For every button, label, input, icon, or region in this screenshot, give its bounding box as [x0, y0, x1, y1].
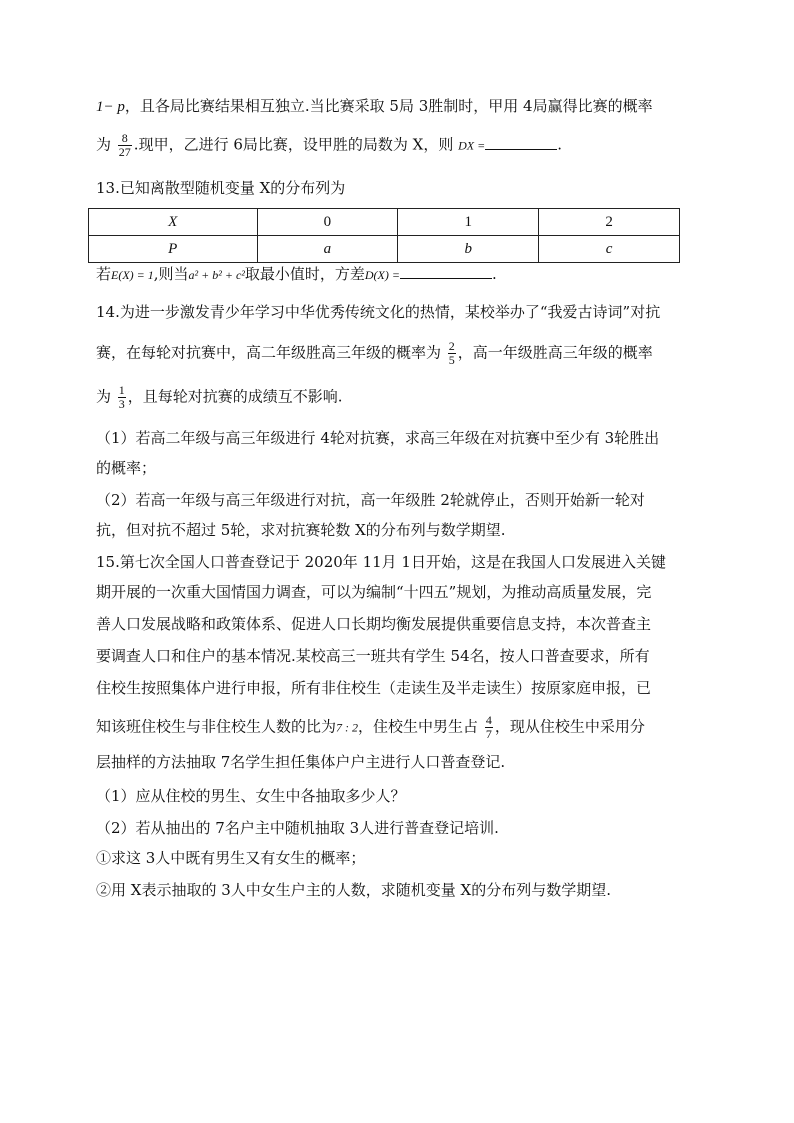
p14-line-2-text2: ，高一年级胜高三年级的概率: [457, 343, 653, 362]
p14-line-3-pre: 为: [96, 387, 112, 406]
table-row: [89, 209, 680, 236]
p15-line-3: 善人口发展战略和政策体系、促进人口长期均衡发展提供重要信息支持，本次普查主: [96, 615, 652, 633]
p13-text: 取最小值时，方差: [244, 265, 365, 283]
p15-ratio: 7 : 2: [336, 720, 359, 735]
table-cell: 1: [398, 209, 539, 236]
p14-frac-b-num: 1: [118, 383, 125, 397]
p15-line-7: 层抽样的方法抽取 7名学生担任集体户户主进行人口普查登记.: [96, 753, 506, 771]
p12-frac-den: 27: [118, 145, 131, 159]
p15-line-6-text: 知该班住校生与非住校生人数的比为: [96, 717, 337, 736]
p14-frac-a-num: 2: [448, 339, 455, 353]
p14-q1-line-1: （1）若高二年级与高三年级进行 4轮对抗赛，求高三年级在对抗赛中至少有 3轮胜出: [96, 429, 660, 447]
p14-line-3-text: ，且每轮对抗赛的成绩互不影响.: [127, 387, 343, 406]
p14-line-2-text: 赛，在每轮对抗赛中，高二年级胜高三年级的概率为: [96, 343, 442, 362]
p15-line-5: 住校生按照集体户进行申报，所有非住校生（走读生及半走读生）按原家庭申报，已: [96, 679, 652, 697]
p14-line-2: [96, 340, 653, 367]
p13-title: 13.已知离散型随机变量 X的分布列为: [96, 179, 346, 197]
table-cell: X: [89, 209, 258, 236]
p13-condition: E(X) = 1: [111, 268, 154, 282]
table-cell: b: [398, 236, 539, 263]
p14-frac-b-den: 3: [118, 397, 125, 411]
p12-line-1: [96, 96, 653, 117]
p12-line-2: [96, 132, 562, 159]
p15-frac-num: 4: [485, 713, 492, 727]
p13-question: [96, 264, 497, 285]
p13-variance: D(X) =: [364, 268, 400, 282]
table-cell: 2: [539, 209, 680, 236]
p15-line-2: 期开展的一次重大国情国力调查，可以为编制“十四五”规划，为推动高质量发展，完: [96, 583, 652, 601]
p15-q2b: ②用 X表示抽取的 3人中女生户主的人数，求随机变量 X的分布列与数学期望.: [96, 881, 611, 899]
p14-q2-line-1: （2）若高一年级与高三年级进行对抗，高一年级胜 2轮就停止，否则开始新一轮对: [96, 491, 645, 509]
p15-frac-den: 7: [485, 727, 492, 741]
p12-answer-blank: [485, 135, 557, 150]
p14-line-1: 14.为进一步激发青少年学习中华优秀传统文化的热情，某校举办了“我爱古诗词”对抗: [96, 303, 661, 321]
p12-line-2-text: .现甲，乙进行 6局比赛，设甲胜的局数为 X，则: [133, 135, 454, 154]
distribution-table: [88, 208, 680, 263]
p12-frac-num: 8: [118, 132, 132, 146]
p15-line-6: [96, 714, 645, 741]
p12-fraction: [118, 132, 132, 159]
p14-fraction-b: [118, 384, 126, 411]
p12-line-2-end: .: [557, 135, 562, 154]
table-cell: P: [89, 236, 258, 263]
p14-q2-line-2: 抗，但对抗不超过 5轮，求对抗赛轮数 X的分布列与数学期望.: [96, 521, 506, 539]
p15-q2a: ①求这 3人中既有男生又有女生的概率；: [96, 849, 366, 867]
p14-q1-line-2: 的概率；: [96, 459, 157, 477]
p13-sum-squares: a² + b² + c²: [188, 268, 245, 282]
p14-line-3: [96, 384, 343, 411]
p15-line-6-text3: ，现从住校生中采用分: [494, 717, 645, 736]
table-cell: c: [539, 236, 680, 263]
p15-line-4: 要调查人口和住户的基本情况.某校高三一班共有学生 54名，按人口普查要求，所有: [96, 647, 650, 665]
p15-q2: （2）若从抽出的 7名户主中随机抽取 3人进行普查登记培训.: [96, 819, 499, 837]
p15-q1: （1）应从住校的男生、女生中各抽取多少人？: [96, 787, 406, 805]
p15-line-1: 15.第七次全国人口普查登记于 2020年 11月 1日开始，这是在我国人口发展进入关键: [96, 553, 666, 571]
p14-fraction-a: [448, 340, 456, 367]
p12-prob-expr: 1− p: [96, 99, 125, 115]
p13-mid: ,则当: [153, 265, 189, 283]
table-cell: a: [257, 236, 398, 263]
p13-pre: 若: [96, 265, 112, 283]
table-row: [89, 236, 680, 263]
p15-line-6-text2: ，住校生中男生占: [358, 717, 479, 736]
p12-line-2-pre: 为: [96, 135, 112, 154]
p12-variance-expr: DX =: [458, 138, 486, 153]
p12-line-1-text: ，且各局比赛结果相互独立.当比赛采取 5局 3胜制时，甲用 4局赢得比赛的概率: [124, 97, 653, 115]
p13-answer-blank: [400, 264, 492, 279]
table-cell: 0: [257, 209, 398, 236]
p14-frac-a-den: 5: [448, 353, 455, 367]
p13-end: .: [491, 265, 497, 283]
p15-fraction: [485, 714, 493, 741]
